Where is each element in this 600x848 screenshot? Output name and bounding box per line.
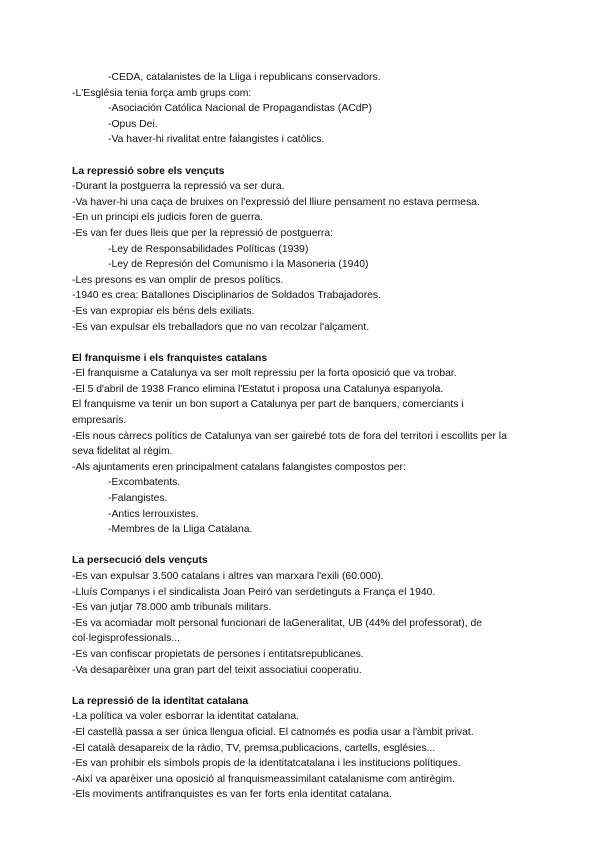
list-item: -Ley de Represión del Comunismo i la Masoneria (1940) — [108, 259, 369, 271]
paragraph: -Durant la postguerra la repressió va ser dura. — [72, 181, 285, 193]
spacer — [72, 678, 512, 694]
paragraph: -El 5 d'abril de 1938 Franco elimina l'Estatut i proposa una Catalunya espanyola. — [72, 383, 444, 395]
list-item: -Excombatents. — [108, 477, 181, 489]
paragraph: -Les presons es van omplir de presos polítics. — [72, 274, 284, 286]
paragraph: -Es van confiscar propietats de persones i entitatsrepublicanes. — [72, 648, 364, 660]
spacer — [72, 538, 512, 554]
list-item: -Antics lerrouxistes. — [108, 508, 199, 520]
spacer — [72, 335, 512, 351]
paragraph: -El català desapareix de la ràdio, TV, premsa,publicacions, cartells, esglésies... — [72, 742, 436, 754]
paragraph: -L'Església tenia força amb grups com: — [72, 87, 252, 99]
paragraph: -Es van jutjar 78.000 amb tribunals militars. — [72, 602, 272, 614]
paragraph: -Es van fer dues lleis que per la repressió de postguerra: — [72, 227, 334, 239]
paragraph: -Els moviments antifranquistes es van fer forts enla identitat catalana. — [72, 789, 392, 801]
paragraph: -Els nous càrrecs polítics de Catalunya van ser gairebé tots de fora del territori i escollits per la seva fidelitat al règim. — [72, 430, 507, 458]
paragraph: -Es van expulsar els treballadors que no van recolzar l'alçament. — [72, 321, 370, 333]
paragraph: -Va haver-hi una caça de bruixes on l'expressió del lliure pensament no estava permesa. — [72, 196, 480, 208]
list-item: -Va haver-hi rivalitat entre falangistes i catòlics. — [108, 134, 325, 146]
paragraph: -1940 es crea: Batallones Disciplinarios de Soldados Trabajadores. — [72, 290, 382, 302]
spacer — [72, 148, 512, 164]
paragraph: -Es van prohibir els símbols propis de la identitatcatalana i les institucions polítiques. — [72, 758, 461, 770]
list-item: -Membres de la Lliga Catalana. — [108, 524, 253, 536]
list-item: -Opus Dei. — [108, 118, 158, 130]
paragraph: El franquisme va tenir un bon suport a Catalunya per part de banquers, comerciants i empresaris. — [72, 399, 464, 427]
paragraph: -Es va acomiadar molt personal funcionari de laGeneralitat, UB (44% del professorat), de col·legisprofessionals... — [72, 617, 483, 645]
paragraph: -Als ajuntaments eren principalment catalans falangistes compostos per: — [72, 461, 406, 473]
paragraph: -Lluís Companys i el sindicalista Joan Peiró van serdetinguts a França el 1940. — [72, 586, 436, 598]
paragraph: -El castellà passa a ser única llengua oficial. El catnomés es podia usar a l'àmbit privat. — [72, 726, 474, 738]
paragraph: -Es van expropiar els béns dels exiliats. — [72, 305, 255, 317]
list-item: -CEDA, catalanistes de la Lliga i republicans conservadors. — [108, 72, 381, 83]
paragraph: -La política va voler esborrar la identitat catalana. — [72, 711, 299, 723]
document-body — [72, 70, 512, 803]
list-item: -Asociación Católica Nacional de Propagandistas (ACdP) — [108, 103, 372, 115]
paragraph: -El franquisme a Catalunya va ser molt repressiu per la forta oposició que va trobar. — [72, 368, 457, 380]
paragraph: -Així va aparèixer una oposició al franquismeassimilant catalanisme com antirègim. — [72, 773, 455, 785]
section-heading: El franquisme i els franquistes catalans — [72, 352, 268, 364]
paragraph: -En un principi els judicis foren de guerra. — [72, 212, 264, 224]
section-heading: La repressió sobre els vençuts — [72, 165, 225, 177]
paragraph: -Es van expulsar 3.500 catalans i altres van marxara l'exili (60.000). — [72, 571, 384, 582]
list-item: -Falangistes. — [108, 493, 168, 505]
section-heading: La persecució dels vençuts — [72, 555, 208, 567]
paragraph: -Va desaparèixer una gran part del teixit associatiui cooperatiu. — [72, 664, 362, 676]
list-item: -Ley de Responsabilidades Políticas (1939) — [108, 243, 309, 255]
section-heading: La repressió de la identitat catalana — [72, 695, 249, 707]
